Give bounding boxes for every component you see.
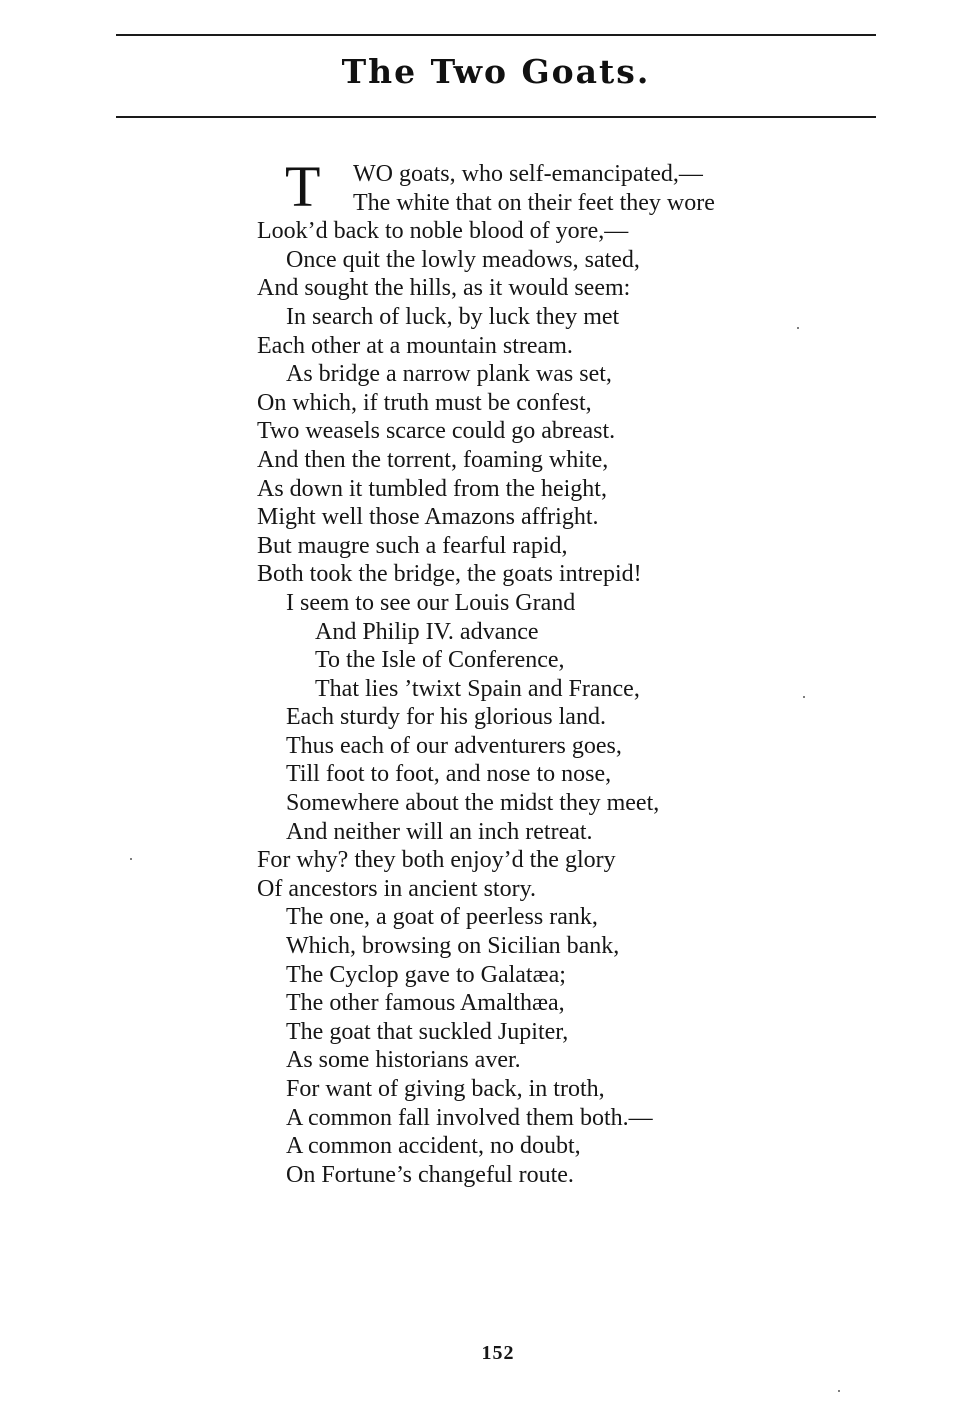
poem-line: The white that on their feet they wore: [353, 189, 715, 216]
bottom-rule: [116, 116, 876, 118]
poem-line: As bridge a narrow plank was set,: [286, 361, 612, 388]
page-title: The Two Goats.: [341, 52, 651, 91]
poem-line: Each sturdy for his glorious land.: [286, 704, 606, 731]
poem-line: A common accident, no doubt,: [286, 1133, 581, 1160]
poem-line: As down it tumbled from the height,: [257, 475, 607, 502]
poem-line: Somewhere about the midst they meet,: [286, 790, 660, 817]
scan-speck: [838, 1390, 840, 1392]
poem-line: Which, browsing on Sicilian bank,: [286, 933, 620, 960]
scan-speck: [130, 858, 132, 860]
poem-line: For why? they both enjoy’d the glory: [257, 847, 616, 874]
poem-line: Might well those Amazons affright.: [257, 504, 599, 531]
poem-line: Thus each of our adventurers goes,: [286, 732, 622, 759]
top-rule: [116, 34, 876, 36]
poem-line: Of ancestors in ancient story.: [257, 875, 537, 902]
poem-body: [257, 154, 857, 1189]
poem-line: For want of giving back, in troth,: [286, 1076, 605, 1102]
poem-line: I seem to see our Louis Grand: [286, 589, 576, 616]
poem-line: On which, if truth must be confest,: [257, 389, 592, 416]
scan-speck: [797, 327, 799, 329]
poem-line: And neither will an inch retreat.: [286, 818, 593, 845]
poem-line: And Philip IV. advance: [315, 618, 539, 645]
poem-line: Two weasels scarce could go abreast.: [257, 418, 616, 445]
drop-cap: T: [285, 154, 321, 219]
poem-line: And sought the hills, as it would seem:: [257, 275, 631, 302]
poem-line: The Cyclop gave to Galatæa;: [286, 961, 566, 988]
poem-line: As some historians aver.: [286, 1047, 521, 1074]
scan-speck: [803, 696, 805, 698]
poem-line: Both took the bridge, the goats intrepid!: [257, 561, 642, 588]
poem-line: Once quit the lowly meadows, sated,: [286, 246, 640, 273]
poem-line: And then the torrent, foaming white,: [257, 446, 609, 473]
poem-line: That lies ’twixt Spain and France,: [315, 675, 640, 702]
poem-line: The one, a goat of peerless rank,: [286, 904, 598, 931]
poem-line: The goat that suckled Jupiter,: [286, 1018, 569, 1045]
poem-line: Till foot to foot, and nose to nose,: [286, 761, 612, 788]
poem-line: On Fortune’s changeful route.: [286, 1161, 574, 1188]
poem-line: WO goats, who self-emancipated,—: [353, 161, 703, 187]
poem-line: Look’d back to noble blood of yore,—: [257, 218, 629, 245]
poem-line: In search of luck, by luck they met: [286, 303, 620, 330]
poem-line: The other famous Amalthæa,: [286, 990, 565, 1017]
poem-line: But maugre such a fearful rapid,: [257, 532, 568, 559]
poem-line: A common fall involved them both.—: [286, 1104, 653, 1131]
poem-line: Each other at a mountain stream.: [257, 332, 573, 359]
page-number: 152: [481, 1342, 515, 1364]
poem-line: To the Isle of Conference,: [315, 647, 565, 674]
